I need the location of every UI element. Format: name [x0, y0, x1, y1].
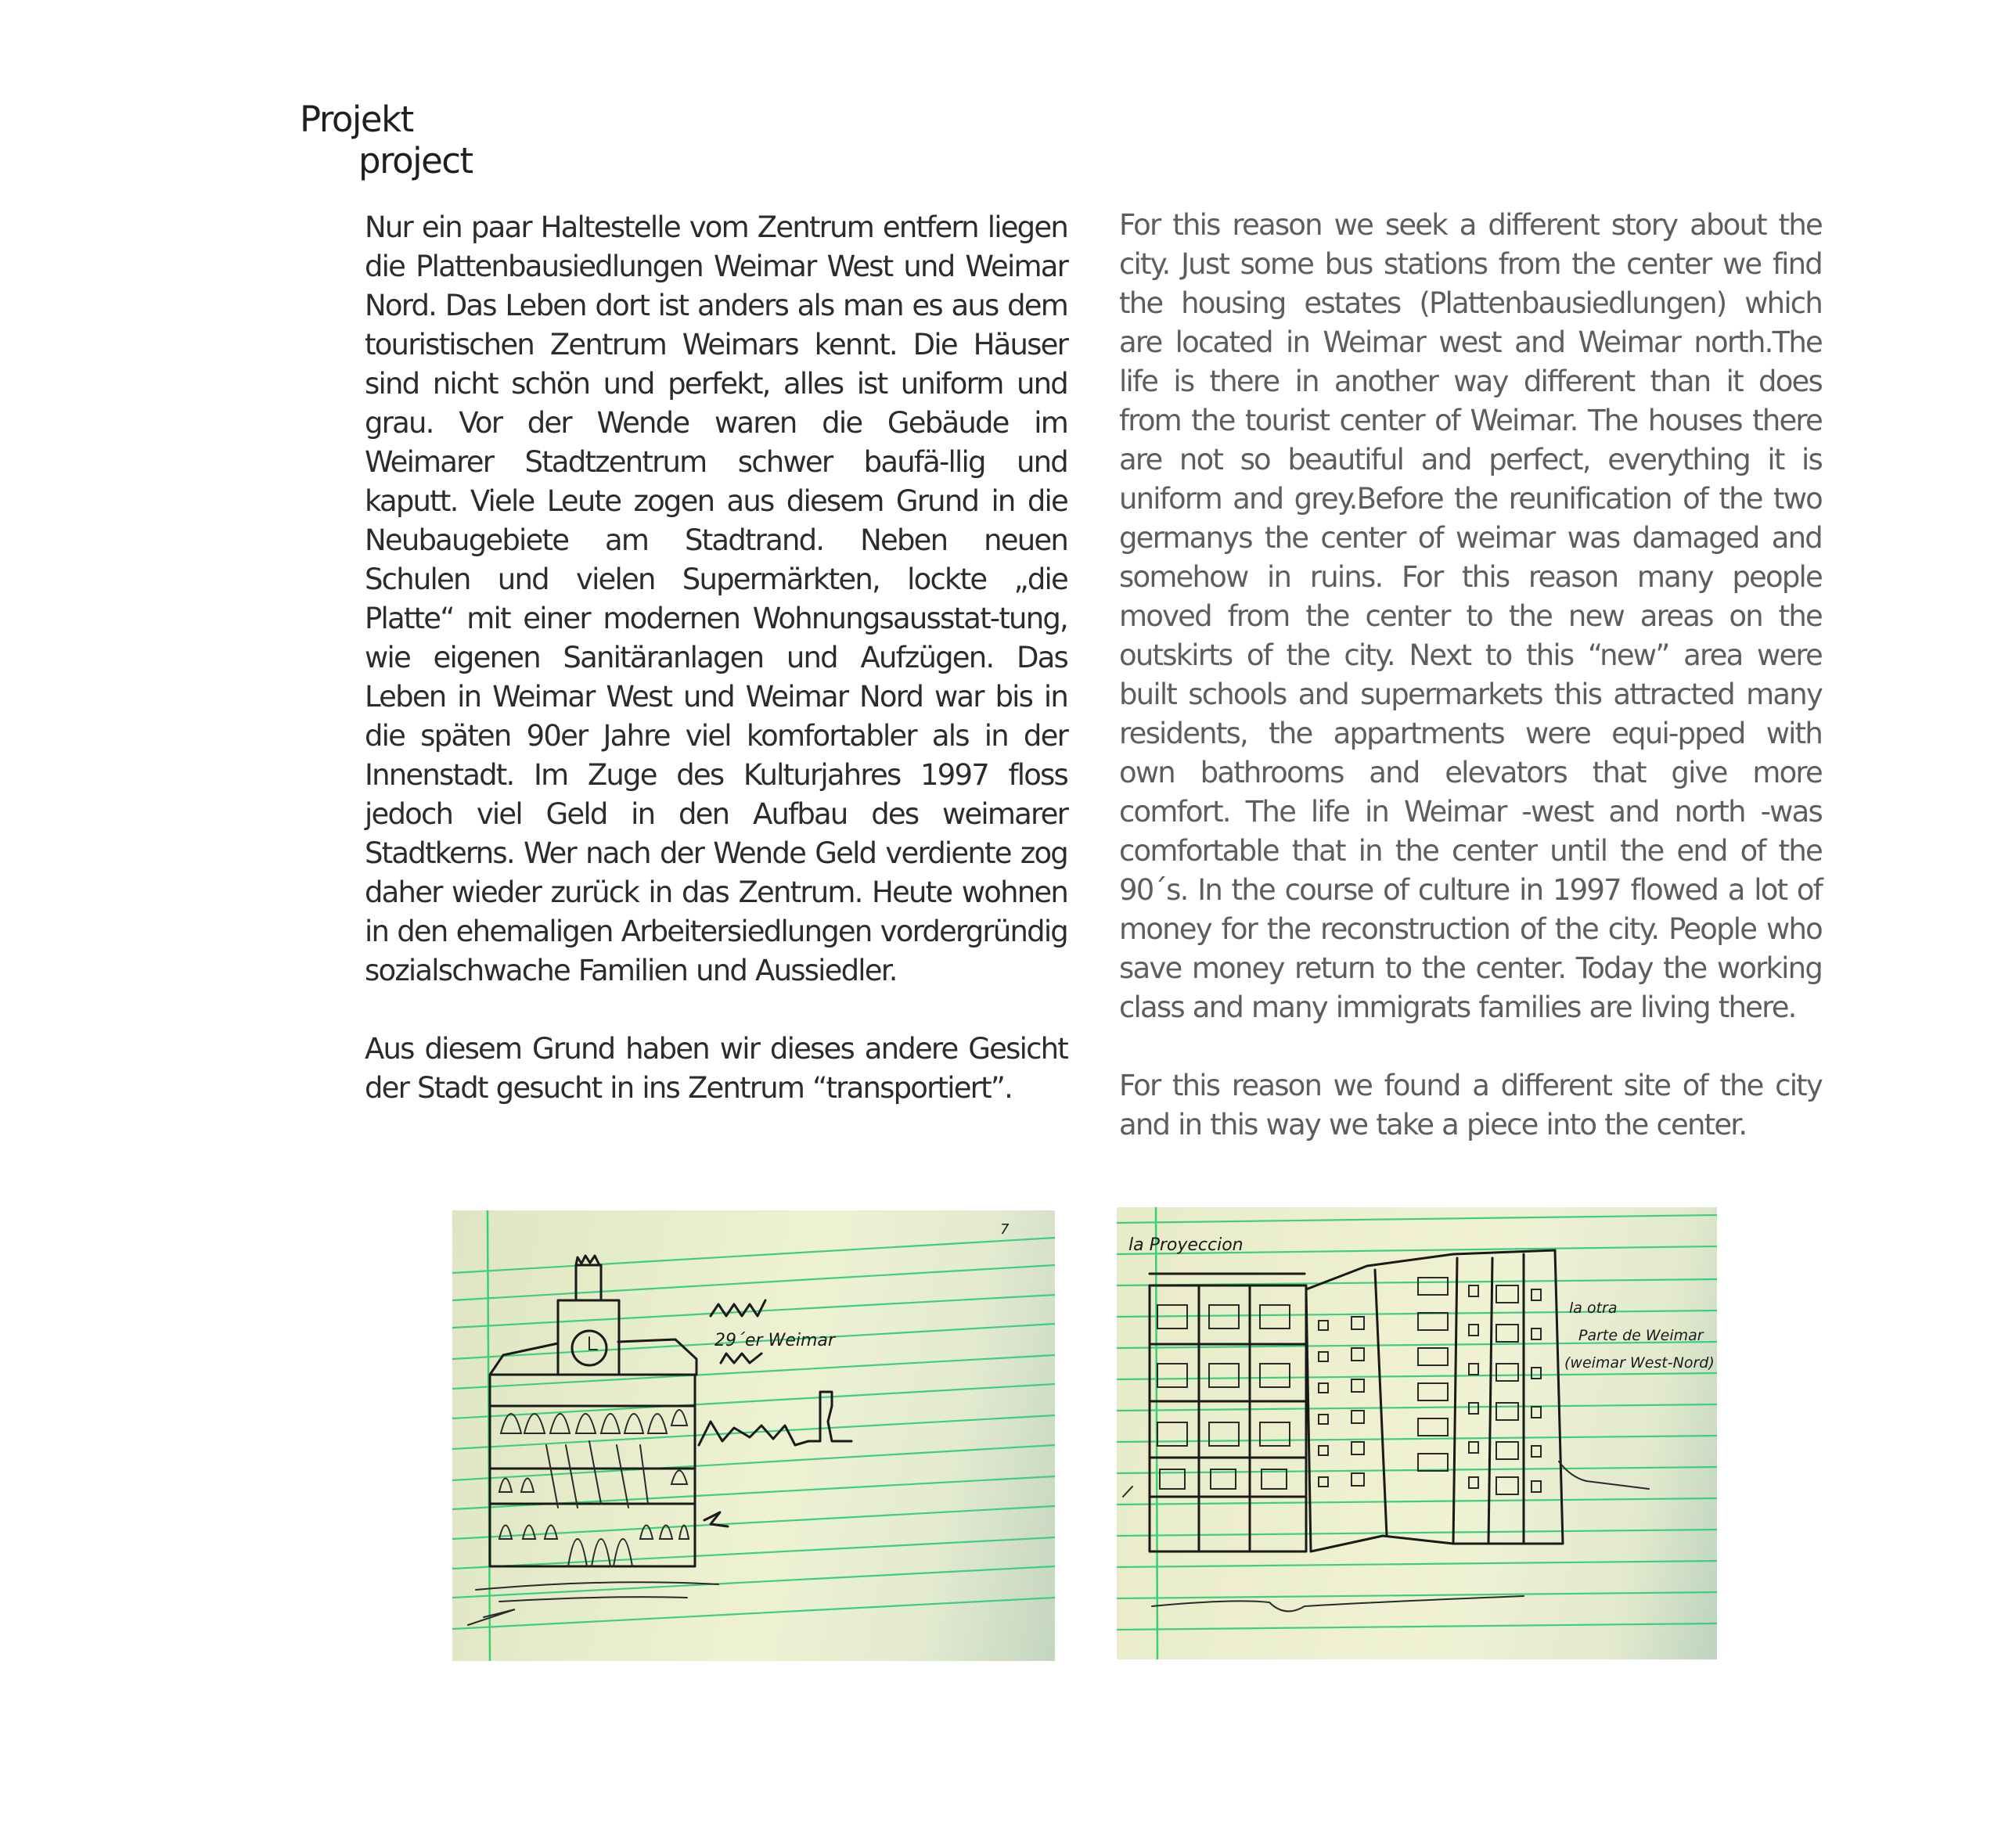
- german-paragraph-conclusion: Aus diesem Grund haben wir dieses andere Gesicht der Stadt gesucht in ins Zentrum “transportiert”.: [365, 1032, 1067, 1105]
- town-hall-sketch: [452, 1210, 1055, 1661]
- english-paragraph-conclusion: For this reason we found a different site of the city and in this way we take a piece into the center.: [1119, 1069, 1822, 1142]
- housing-blocks-sketch: [1117, 1207, 1717, 1659]
- sketch-photo-housing-blocks: [1117, 1207, 1717, 1659]
- notebook-rules: [452, 1210, 1055, 1661]
- sketch-corner-mark: 7: [1000, 1221, 1010, 1238]
- sketch-note-line-2: Parte de Weimar: [1578, 1327, 1704, 1344]
- sketch-label-weimar: 29´er Weimar: [714, 1331, 835, 1350]
- german-text-column: [365, 208, 1067, 1108]
- sketch-note-line-1: la otra: [1569, 1300, 1618, 1317]
- english-paragraph-main: For this reason we seek a different story about the city. Just some bus stations from the center we find the housing estates (Plattenbausiedlungen) which are located in Weimar west and Weimar north.The life is there in another way different than it does from the tourist center of Weimar. The houses there are not so beautiful and perfect, everything it is uniform and grey.Before the reunification of the two germanys the center of weimar was damaged and somehow in ruins. For this reason many people moved from the center to the new areas on the outskirts of the city. Next to this “new” area were built schools and supermarkets this attracted many residents, the appartments were equi-pped with own bathrooms and elevators that give more comfort. The life in Weimar -west and north -was comfortable that in the center until the end of the 90´s. In the course of culture in 1997 flowed a lot of money for the reconstruction of the city. People who save money return to the center. Today the working class and many immigrats families are living there.: [1119, 208, 1822, 1024]
- page-title-german: Projekt: [300, 99, 413, 140]
- page-title-english: project: [358, 140, 473, 182]
- notebook-rules: [1117, 1207, 1717, 1659]
- sketch-note-line-3: (weimar West-Nord): [1564, 1354, 1715, 1372]
- housing-blocks-drawing: [1123, 1235, 1715, 1611]
- german-paragraph-main: Nur ein paar Haltestelle vom Zentrum entfern liegen die Plattenbausiedlungen Weimar West und Weimar Nord. Das Leben dort ist anders als man es aus dem touristischen Zentrum Weimars kennt. Die Häuser sind nicht schön und perfekt, alles ist uniform und grau. Vor der Wende waren die Gebäude im Weimarer Stadtzentrum schwer baufä-llig und kaputt. Viele Leute zogen aus diesem Grund in die Neubaugebiete am Stadtrand. Neben neuen Schulen und vielen Supermärkten, lockte „die Platte“ mit einer modernen Wohnungsausstat-tung, wie eigenen Sanitäranlagen und Aufzügen. Das Leben in Weimar West und Weimar Nord war bis in die späten 90er Jahre viel komfortabler als in der Innenstadt. Im Zuge des Kulturjahres 1997 floss jedoch viel Geld in den Aufbau des weimarer Stadtkerns. Wer nach der Wende Geld verdiente zog daher wieder zurück in das Zentrum. Heute wohnen in den ehemaligen Arbeitersiedlungen vordergründig sozialschwache Familien und Aussiedler.: [365, 210, 1067, 987]
- english-text-column: [1119, 206, 1822, 1145]
- sketch-photo-town-hall: [452, 1210, 1055, 1661]
- sketch-title: la Proyeccion: [1128, 1235, 1244, 1255]
